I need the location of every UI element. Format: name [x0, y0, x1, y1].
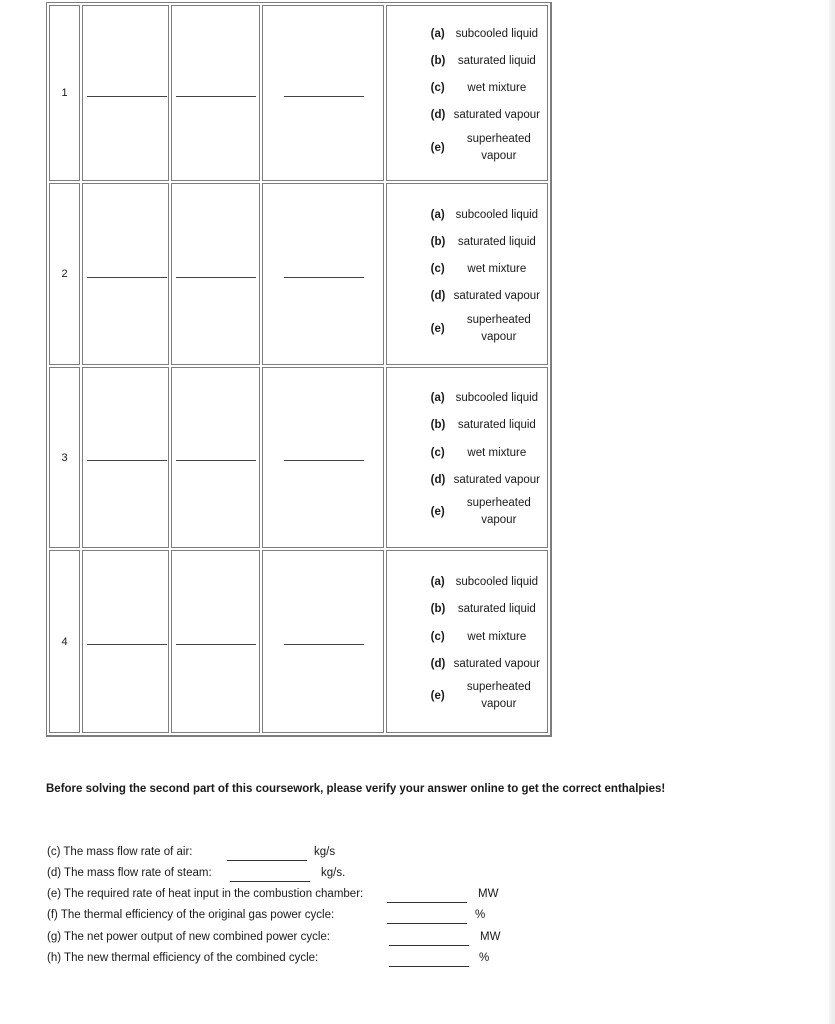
- answer-blank[interactable]: [230, 881, 310, 882]
- phase-option-text: saturated liquid: [457, 419, 536, 432]
- phase-option-text: superheated vapour: [466, 132, 531, 162]
- phase-option-letter: (e): [430, 141, 445, 154]
- answer-blank[interactable]: [227, 860, 307, 861]
- phase-options: [386, 550, 548, 733]
- phase-option[interactable]: [387, 412, 547, 439]
- phase-option-text: wet mixture: [467, 630, 527, 643]
- phase-option[interactable]: [387, 228, 547, 255]
- state-property-cell-3: [262, 5, 383, 181]
- answer-unit: kg/s.: [321, 867, 346, 879]
- phase-option[interactable]: [387, 75, 547, 102]
- state-property-cell-1: [82, 367, 169, 548]
- phase-option-letter: (e): [430, 690, 445, 703]
- answer-label: (e) The required rate of heat input in the combustion chamber:: [47, 888, 364, 900]
- phase-option-letter: (b): [430, 419, 446, 432]
- answer-blank[interactable]: [387, 902, 467, 903]
- phase-option[interactable]: [387, 256, 547, 283]
- answer-blank[interactable]: [284, 277, 364, 278]
- phase-option[interactable]: [387, 623, 547, 650]
- phase-option-text: subcooled liquid: [455, 27, 539, 40]
- phase-option[interactable]: [387, 569, 547, 596]
- phase-option-text: superheated vapour: [466, 681, 531, 711]
- phase-option[interactable]: [387, 201, 547, 228]
- phase-option-letter: (d): [430, 473, 446, 486]
- phase-option-letter: (a): [430, 208, 445, 221]
- phase-option-text: subcooled liquid: [455, 576, 539, 589]
- state-property-cell-3: [262, 550, 383, 733]
- phase-option-letter: (c): [430, 82, 445, 95]
- state-number: 3: [49, 367, 80, 548]
- phase-option-letter: (e): [430, 322, 445, 335]
- phase-option-text: saturated liquid: [457, 54, 536, 67]
- answer-blank[interactable]: [87, 644, 167, 645]
- state-number: 2: [49, 183, 80, 365]
- answer-blank[interactable]: [87, 460, 167, 461]
- phase-option-letter: (c): [430, 263, 445, 276]
- answer-unit: %: [479, 952, 490, 964]
- answer-blank[interactable]: [284, 460, 364, 461]
- answer-label: (f) The thermal efficiency of the original gas power cycle:: [47, 909, 335, 921]
- answer-label: (h) The new thermal efficiency of the combined cycle:: [47, 952, 319, 964]
- phase-option-letter: (a): [430, 576, 445, 589]
- phase-options: [386, 183, 548, 365]
- state-property-cell-1: [82, 550, 169, 733]
- answer-blank[interactable]: [387, 923, 467, 924]
- phase-option-text: superheated vapour: [466, 497, 531, 527]
- phase-option[interactable]: [387, 283, 547, 310]
- answer-unit: MW: [478, 888, 499, 900]
- phase-option-text: wet mixture: [467, 446, 527, 459]
- phase-option-letter: (b): [430, 54, 446, 67]
- phase-option-letter: (a): [430, 392, 445, 405]
- phase-option[interactable]: [387, 439, 547, 466]
- phase-option-text: saturated vapour: [453, 657, 540, 670]
- answer-blank[interactable]: [389, 945, 469, 946]
- state-property-cell-1: [82, 5, 169, 181]
- phase-option-text: saturated vapour: [453, 473, 540, 486]
- state-property-cell-2: [171, 367, 260, 548]
- state-row: [49, 183, 548, 365]
- phase-option-letter: (d): [430, 290, 446, 303]
- answer-label: (g) The net power output of new combined power cycle:: [47, 931, 330, 943]
- phase-option-letter: (e): [430, 506, 445, 519]
- answer-unit: MW: [480, 931, 501, 943]
- state-property-cell-2: [171, 5, 260, 181]
- phase-option-list: [387, 565, 547, 719]
- phase-option-text: superheated vapour: [466, 313, 531, 343]
- state-property-cell-3: [262, 367, 383, 548]
- answer-blank[interactable]: [389, 966, 469, 967]
- phase-option[interactable]: [387, 310, 547, 348]
- phase-option[interactable]: [387, 677, 547, 715]
- answer-blank[interactable]: [176, 277, 256, 278]
- phase-options: [386, 367, 548, 548]
- page-edge: [829, 0, 835, 1024]
- phase-option-text: wet mixture: [467, 82, 527, 95]
- phase-option-list: [387, 197, 547, 351]
- answer-label: (d) The mass flow rate of steam:: [47, 867, 212, 879]
- phase-option[interactable]: [387, 129, 547, 167]
- answer-label: (c) The mass flow rate of air:: [47, 846, 193, 858]
- phase-option-list: [387, 16, 547, 170]
- phase-option[interactable]: [387, 596, 547, 623]
- state-table: [46, 2, 552, 737]
- phase-option[interactable]: [387, 385, 547, 412]
- phase-option-text: saturated vapour: [453, 290, 540, 303]
- answer-blank[interactable]: [284, 644, 364, 645]
- phase-option-letter: (b): [430, 235, 446, 248]
- state-property-cell-3: [262, 183, 383, 365]
- state-number: 1: [49, 5, 80, 181]
- phase-option[interactable]: [387, 47, 547, 74]
- phase-option-text: saturated vapour: [453, 109, 540, 122]
- state-row: [49, 367, 548, 548]
- phase-option-letter: (c): [430, 630, 445, 643]
- answer-blank[interactable]: [284, 96, 364, 97]
- phase-option-text: saturated liquid: [457, 603, 536, 616]
- phase-option-text: wet mixture: [467, 263, 527, 276]
- phase-option-letter: (c): [430, 446, 445, 459]
- answer-unit: %: [475, 909, 486, 921]
- phase-option-letter: (d): [430, 657, 446, 670]
- answer-blank[interactable]: [176, 96, 256, 97]
- phase-options: [386, 5, 548, 181]
- state-row: [49, 5, 548, 181]
- phase-option[interactable]: [387, 466, 547, 493]
- phase-option-letter: (b): [430, 603, 446, 616]
- phase-option-letter: (d): [430, 109, 446, 122]
- answer-blank[interactable]: [176, 460, 256, 461]
- phase-option[interactable]: [387, 493, 547, 531]
- state-property-cell-1: [82, 183, 169, 365]
- state-property-cell-2: [171, 550, 260, 733]
- answer-blank[interactable]: [176, 644, 256, 645]
- answer-blank[interactable]: [87, 277, 167, 278]
- state-number: 4: [49, 550, 80, 733]
- state-property-cell-2: [171, 183, 260, 365]
- phase-option-letter: (a): [430, 27, 445, 40]
- phase-option[interactable]: [387, 20, 547, 47]
- phase-option-text: saturated liquid: [457, 235, 536, 248]
- state-row: [49, 550, 548, 733]
- verify-notice: Before solving the second part of this coursework, please verify your answer online to get the correct enthalpies!: [46, 783, 666, 795]
- phase-option-list: [387, 381, 547, 535]
- phase-option-text: subcooled liquid: [455, 392, 539, 405]
- phase-option[interactable]: [387, 102, 547, 129]
- answer-blank[interactable]: [87, 96, 167, 97]
- answer-unit: kg/s: [314, 846, 336, 858]
- phase-option[interactable]: [387, 650, 547, 677]
- phase-option-text: subcooled liquid: [455, 208, 539, 221]
